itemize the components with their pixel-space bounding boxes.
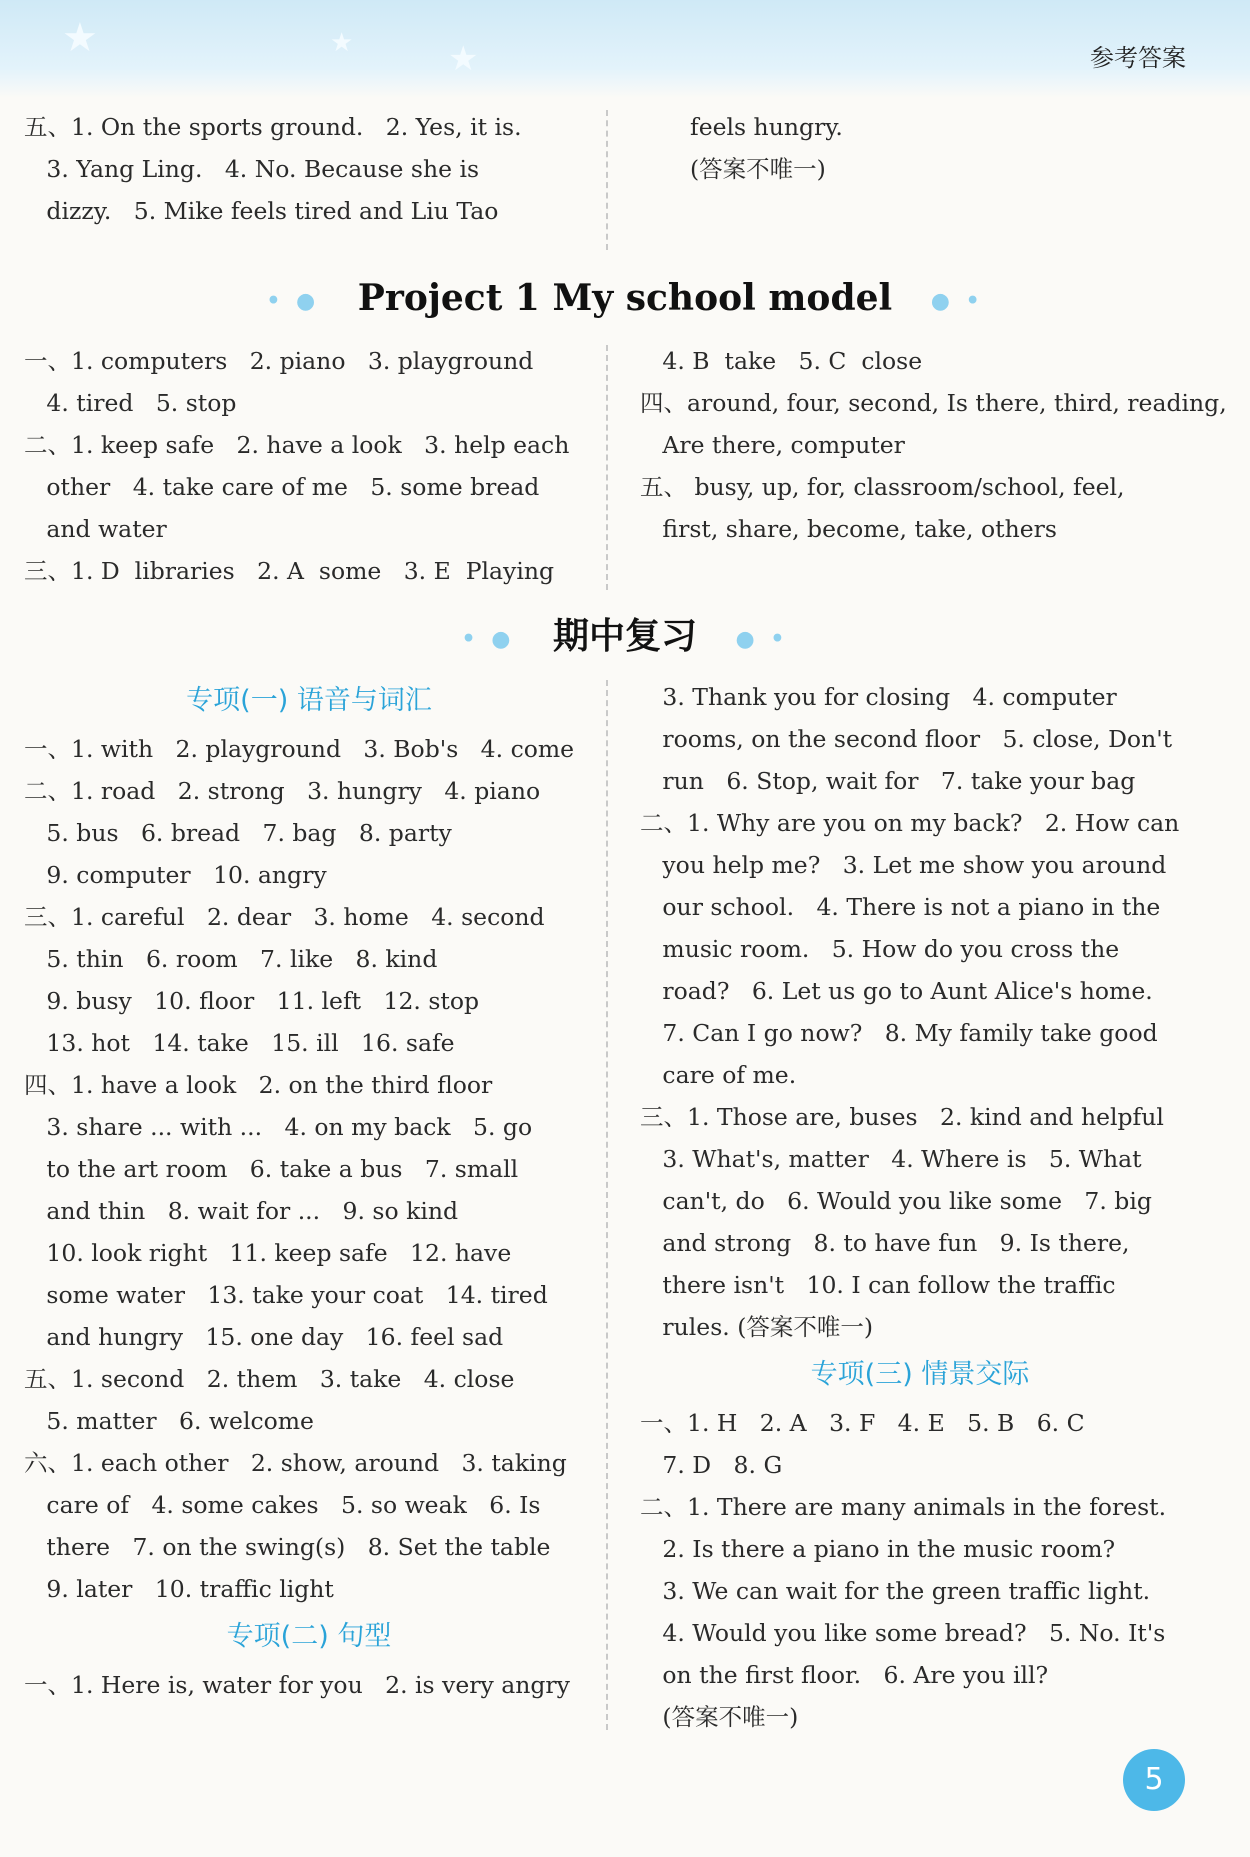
answer-line: 五、1. On the sports ground. 2. Yes, it is. [24, 113, 522, 141]
answer-line: 7. D 8. G [640, 1451, 783, 1479]
midterm-title [0, 610, 1250, 662]
star-icon: ★ [330, 28, 354, 58]
answer-line: 一、1. H 2. A 3. F 4. E 5. B 6. C [640, 1409, 1085, 1437]
answer-line: first, share, become, take, others [640, 515, 1057, 543]
answer-line: 4. B take 5. C close [640, 347, 923, 375]
page-header [0, 0, 1250, 98]
answer-line: 13. hot 14. take 15. ill 16. safe [24, 1029, 455, 1057]
answer-line: can't, do 6. Would you like some 7. big [640, 1187, 1152, 1215]
answer-line: 5. matter 6. welcome [24, 1407, 314, 1435]
answer-line: 三、1. Those are, buses 2. kind and helpful [640, 1103, 1164, 1131]
answer-line: 一、1. Here is, water for you 2. is very angry [24, 1671, 570, 1699]
answer-line: some water 13. take your coat 14. tired [24, 1281, 548, 1309]
answer-line: and water [24, 515, 167, 543]
top-right-answers [690, 106, 843, 190]
dots-icon: • ● [461, 626, 515, 652]
answer-line: 7. Can I go now? 8. My family take good [640, 1019, 1158, 1047]
answer-line: care of me. [640, 1061, 797, 1089]
answer-line: 二、1. road 2. strong 3. hungry 4. piano [24, 777, 541, 805]
midterm-title-text: 期中复习 [552, 615, 697, 657]
answer-line: other 4. take care of me 5. some bread [24, 473, 540, 501]
answer-line: dizzy. 5. Mike feels tired and Liu Tao [24, 197, 499, 225]
star-icon: ★ [62, 15, 98, 61]
answer-line: 5. thin 6. room 7. like 8. kind [24, 945, 438, 973]
answer-line: 二、1. Why are you on my back? 2. How can [640, 809, 1180, 837]
answer-line: 3. share ... with ... 4. on my back 5. go [24, 1113, 533, 1141]
column-divider [606, 680, 608, 1730]
top-left-answers [24, 106, 594, 232]
answer-line: 9. computer 10. angry [24, 861, 327, 889]
answer-line: run 6. Stop, wait for 7. take your bag [640, 767, 1136, 795]
answer-line: 3. We can wait for the green traffic light. [640, 1577, 1151, 1605]
answer-line: 10. look right 11. keep safe 12. have [24, 1239, 512, 1267]
answer-line: 一、1. computers 2. piano 3. playground [24, 347, 534, 375]
answer-line: (答案不唯一) [690, 155, 826, 183]
answer-line: 二、1. There are many animals in the forest. [640, 1493, 1167, 1521]
answer-line: 4. Would you like some bread? 5. No. It's [640, 1619, 1166, 1647]
answer-line: our school. 4. There is not a piano in the [640, 893, 1161, 921]
answer-line: 六、1. each other 2. show, around 3. taking [24, 1449, 567, 1477]
answer-line: (答案不唯一) [640, 1703, 799, 1731]
project-title-text: Project 1 My school model [357, 277, 893, 319]
midterm-left-answers [24, 674, 594, 1706]
answer-line: rules. (答案不唯一) [640, 1313, 874, 1341]
answer-line: to the art room 6. take a bus 7. small [24, 1155, 519, 1183]
dots-icon: ● • [930, 288, 984, 314]
answer-line: and hungry 15. one day 16. feel sad [24, 1323, 504, 1351]
sub-title-1: 专项(一) 语音与词汇 [186, 685, 432, 716]
answer-line: 二、1. keep safe 2. have a look 3. help each [24, 431, 570, 459]
answer-line: feels hungry. [690, 113, 843, 141]
answer-line: 四、1. have a look 2. on the third floor [24, 1071, 493, 1099]
header-title: 参考答案 [1090, 44, 1186, 72]
answer-line: 3. Yang Ling. 4. No. Because she is [24, 155, 480, 183]
answer-line: 3. What's, matter 4. Where is 5. What [640, 1145, 1142, 1173]
answer-line: 四、around, four, second, Is there, third, reading, [640, 389, 1227, 417]
project-right-answers [640, 340, 1227, 550]
answer-line: there 7. on the swing(s) 8. Set the table [24, 1533, 551, 1561]
sub-title-2: 专项(二) 句型 [226, 1621, 392, 1652]
answer-line: rooms, on the second floor 5. close, Don't [640, 725, 1173, 753]
page-number-badge: 5 [1123, 1749, 1185, 1811]
answer-line: and thin 8. wait for ... 9. so kind [24, 1197, 459, 1225]
answer-line: on the first floor. 6. Are you ill? [640, 1661, 1049, 1689]
star-icon: ★ [448, 39, 479, 79]
answer-line: music room. 5. How do you cross the [640, 935, 1120, 963]
answer-line: there isn't 10. I can follow the traffic [640, 1271, 1116, 1299]
answer-line: 2. Is there a piano in the music room? [640, 1535, 1116, 1563]
answer-line: 3. Thank you for closing 4. computer [640, 683, 1117, 711]
sub-title-3: 专项(三) 情景交际 [810, 1359, 1030, 1390]
project-left-answers [24, 340, 594, 592]
answer-line: and strong 8. to have fun 9. Is there, [640, 1229, 1130, 1257]
answer-line: 五、 busy, up, for, classroom/school, feel, [640, 473, 1125, 501]
column-divider [606, 345, 608, 590]
answer-line: 5. bus 6. bread 7. bag 8. party [24, 819, 452, 847]
answer-line: road? 6. Let us go to Aunt Alice's home. [640, 977, 1153, 1005]
midterm-right-answers [640, 676, 1200, 1738]
column-divider [606, 110, 608, 250]
project-title [0, 274, 1250, 322]
answer-line: you help me? 3. Let me show you around [640, 851, 1167, 879]
answer-line: 9. busy 10. floor 11. left 12. stop [24, 987, 480, 1015]
answer-line: 4. tired 5. stop [24, 389, 237, 417]
dots-icon: ● • [735, 626, 789, 652]
dots-icon: • ● [266, 288, 320, 314]
answer-line: 五、1. second 2. them 3. take 4. close [24, 1365, 515, 1393]
answer-line: care of 4. some cakes 5. so weak 6. Is [24, 1491, 541, 1519]
answer-line: 三、1. D libraries 2. A some 3. E Playing [24, 557, 555, 585]
answer-line: 一、1. with 2. playground 3. Bob's 4. come [24, 735, 575, 763]
answer-line: 9. later 10. traffic light [24, 1575, 334, 1603]
answer-line: Are there, computer [640, 431, 905, 459]
answer-line: 三、1. careful 2. dear 3. home 4. second [24, 903, 545, 931]
